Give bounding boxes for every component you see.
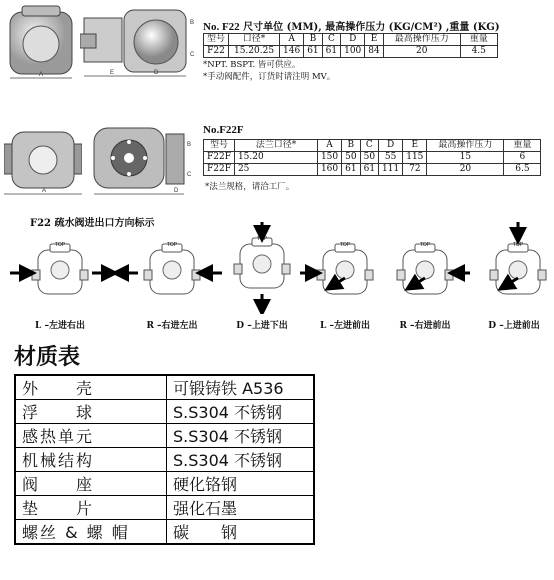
svg-text:A: A [41,188,47,194]
direction-diagram-d-front [490,244,546,294]
svg-text:TOP: TOP [256,236,268,242]
direction-label-4: L –左进前出 [320,321,370,331]
table-row: 外 壳 可锻铸铁 A536 [15,375,314,400]
direction-diagram-d [234,238,290,288]
svg-text:D: D [174,188,179,194]
direction-diagrams [0,222,554,314]
table-row: 垫 片 强化石墨 [15,496,314,520]
direction-label-3: D –上进下出 [236,321,288,331]
table-row: 机械结构 S.S304 不锈钢 [15,448,314,472]
svg-text:C: C [190,52,195,58]
f22-front-view-drawing [6,4,76,80]
table-row: F22 15.20.25 146 61 61 100 84 20 4.5 [204,46,498,58]
svg-text:C: C [187,172,192,178]
table-row: 螺丝 & 螺 帽 碳 钢 [15,520,314,545]
table-row: 感热单元 S.S304 不锈钢 [15,424,314,448]
svg-text:TOP: TOP [512,242,524,248]
f22f-note-1: *法兰规格，请洽工厂。 [205,182,295,192]
direction-label-2: R –右进左出 [146,321,198,331]
direction-label-1: L –左进右出 [35,321,85,331]
f22-note-1: *NPT. BSPT. 皆可供应。 [203,60,301,70]
table-row: 浮 球 S.S304 不锈钢 [15,400,314,424]
f22-section-view-drawing [80,4,198,80]
direction-diagram-r-front [397,244,453,294]
table-header-row: 型号 法兰口径* A B C D E 最高操作压力 重量 [204,140,541,152]
svg-text:B: B [187,142,192,148]
table-row: F22F 15.20 150 50 50 55 115 15 6 [204,152,541,164]
table-row: F22F 25 160 61 61 111 72 20 6.5 [204,164,541,176]
table-row: 阀 座 硬化铬钢 [15,472,314,496]
svg-text:B: B [190,20,195,26]
materials-title: 材质表 [14,345,81,370]
svg-text:TOP: TOP [339,242,351,248]
f22-spec-table [203,33,498,58]
dim-a-label: A [38,72,44,78]
materials-table [14,374,315,545]
f22f-spec-table [203,139,541,176]
direction-diagram-r [144,244,200,294]
direction-label-6: D –上进前出 [488,321,540,331]
svg-text:TOP: TOP [54,242,66,248]
f22f-front-view-drawing [4,126,82,196]
f22f-spec-title: No.F22F [203,124,244,136]
svg-text:TOP: TOP [419,242,431,248]
f22-note-2: *手动阀配件，订货时请注明 MV。 [203,72,336,82]
svg-text:D: D [154,70,159,76]
svg-text:E: E [110,70,115,76]
svg-text:TOP: TOP [166,242,178,248]
f22-spec-title: No. F22 尺寸单位 (MM), 最高操作压力 (KG/CM²) ,重量 (KG) [203,21,500,33]
direction-section-title: F22 疏水阀进出口方向标示 [30,218,155,229]
direction-diagram-l-front [317,244,373,294]
table-header-row: 型号 口径* A B C D E 最高操作压力 重量 [204,34,498,46]
direction-diagram-l [32,244,88,294]
f22f-side-view-drawing [90,124,194,196]
direction-label-5: R –右进前出 [399,321,451,331]
